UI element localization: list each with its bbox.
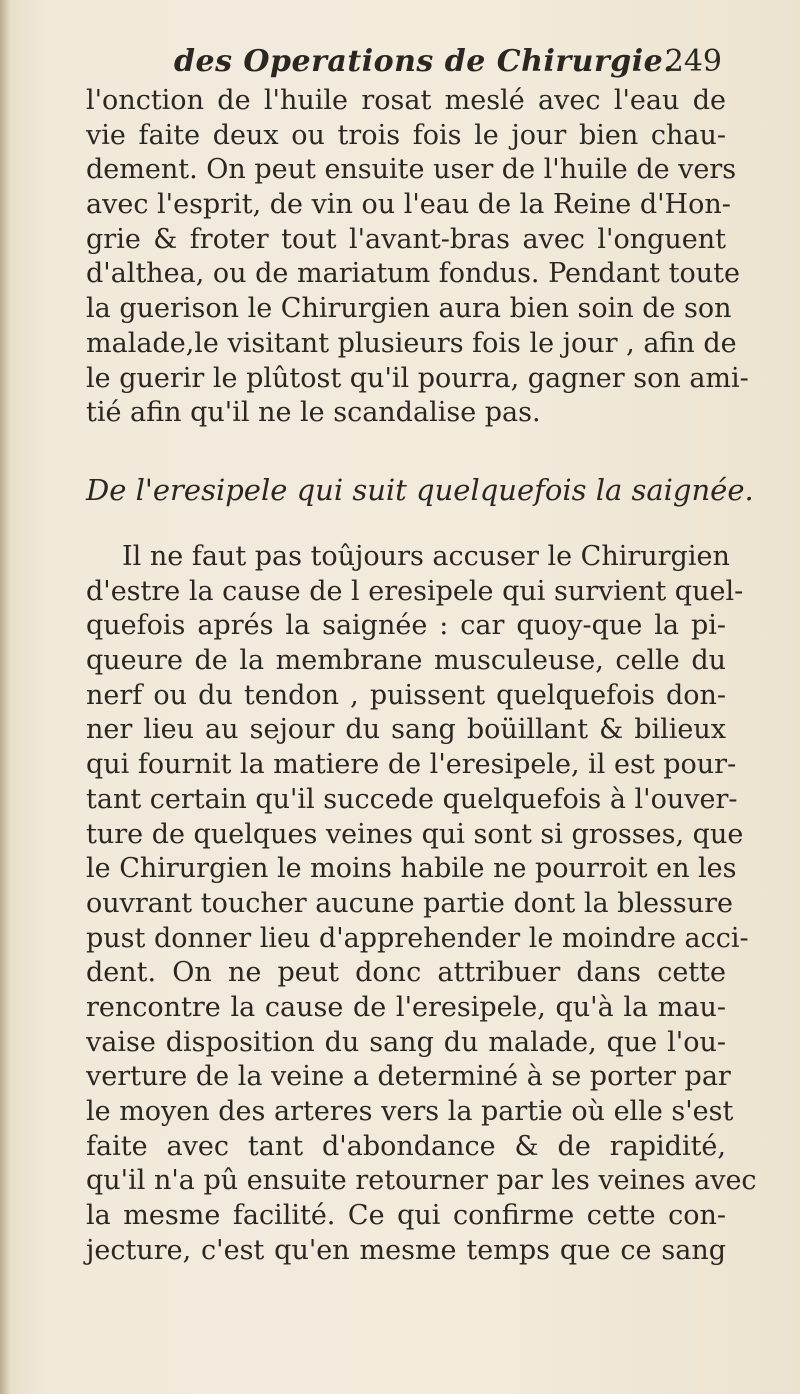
text-line: d'estre la cause de l eresipele qui survient quel- (86, 575, 744, 607)
text-line: rencontre la cause de l'eresipele, qu'à la mau- (86, 991, 726, 1023)
text-line: faite avec tant d'abondance & de rapidité, (86, 1130, 726, 1162)
text-line: l'onction de l'huile rosat meslé avec l'eau de (86, 85, 726, 116)
text-line: vaise disposition du sang du malade, que l'ou- (86, 1026, 726, 1058)
text-line: quefois aprés la saignée : car quoy-que la pi- (86, 610, 726, 642)
page-gutter-shadow (0, 0, 10, 1394)
text-line: nerf ou du tendon , puissent quelquefois don- (86, 679, 726, 711)
running-title: des Operations de Chirurgie. (174, 44, 675, 79)
text-line: malade,le visitant plusieurs fois le jour , afin de (86, 327, 737, 359)
text-line: verture de la veine a determiné à se porter par (86, 1061, 731, 1093)
text-line: d'althea, ou de mariatum fondus. Pendant toute (86, 258, 740, 290)
text-line: queure de la membrane musculeuse, celle du (86, 645, 726, 677)
text-line: ouvrant toucher aucune partie dont la blessure (86, 887, 734, 919)
text-line: le guerir le plûtost qu'il pourra, gagner son ami- (86, 362, 749, 394)
text-line: ner lieu au sejour du sang boüillant & bilieux (86, 714, 726, 746)
page-number: 249 (664, 44, 722, 79)
text-line: Il ne faut pas toûjours accuser le Chirurgien (122, 541, 730, 572)
text-line: la guerison le Chirurgien aura bien soin de son (86, 293, 732, 325)
running-head (90, 44, 730, 88)
text-line: la mesme facilité. Ce qui confirme cette con- (86, 1200, 726, 1232)
text-line: le Chirurgien le moins habile ne pourroit en les (86, 853, 737, 885)
text-line: grie & froter tout l'avant-bras avec l'onguent (86, 223, 726, 255)
text-line: avec l'esprit, de vin ou l'eau de la Reine d'Hon- (86, 189, 731, 221)
text-line: dent. On ne peut donc attribuer dans cette (86, 957, 726, 989)
text-line: jecture, c'est qu'en mesme temps que ce sang (86, 1234, 726, 1266)
paragraph-body (86, 540, 757, 1268)
text-line: qui fournit la matiere de l'eresipele, il est pour- (86, 749, 737, 781)
text-line: ture de quelques veines qui sont si grosses, que (86, 818, 744, 850)
text-line: pust donner lieu d'apprehender le moindre acci- (86, 922, 749, 954)
text-line: qu'il n'a pû ensuite retourner par les veines avec (86, 1165, 757, 1197)
text-line: dement. On peut ensuite user de l'huile de vers (86, 154, 737, 186)
paragraph-continuation (86, 84, 749, 431)
text-line: le moyen des arteres vers la partie où elle s'est (86, 1096, 734, 1127)
text-line: tant certain qu'il succede quelquefois à l'ouver- (86, 783, 738, 815)
section-heading: De l'eresipele qui suit quelquefois la saignée. (86, 473, 754, 507)
text-line: vie faite deux ou trois fois le jour bien chau- (86, 119, 726, 151)
text-line: tié afin qu'il ne le scandalise pas. (86, 397, 541, 429)
